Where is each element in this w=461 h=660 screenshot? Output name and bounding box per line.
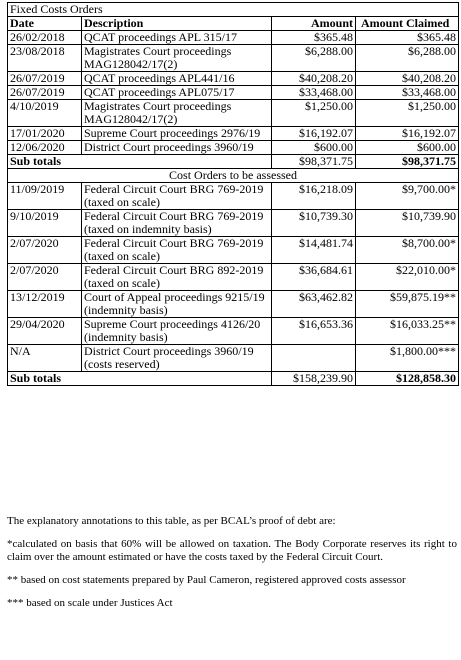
row-date: 29/04/2020 xyxy=(8,318,82,345)
row-date: 9/10/2019 xyxy=(8,210,82,237)
table-row xyxy=(8,291,459,318)
fixed-rows xyxy=(8,31,459,155)
row-date: 12/06/2020 xyxy=(8,141,82,155)
note-triple-asterisk: *** based on scale under Justices Act xyxy=(7,597,173,609)
table-row xyxy=(8,45,459,72)
row-date: 17/01/2020 xyxy=(8,127,82,141)
table-row xyxy=(8,183,459,210)
row-amount xyxy=(272,345,356,372)
table-row xyxy=(8,318,459,345)
row-date: 2/07/2020 xyxy=(8,237,82,264)
row-amount: $16,192.07 xyxy=(272,127,356,141)
row-description: Federal Circuit Court BRG 769-2019 (taxed on indemnity basis) xyxy=(82,210,272,237)
row-amount: $16,653.36 xyxy=(272,318,356,345)
row-amount-claimed: $1,800.00*** xyxy=(356,345,459,372)
row-description: Magistrates Court proceedings MAG128042/17(2) xyxy=(82,45,272,72)
row-amount-claimed: $59,875.19** xyxy=(356,291,459,318)
row-amount: $36,684.61 xyxy=(272,264,356,291)
row-amount: $6,288.00 xyxy=(272,45,356,72)
row-description: Federal Circuit Court BRG 769-2019 (taxed on scale) xyxy=(82,237,272,264)
table-row xyxy=(8,141,459,155)
row-description: Magistrates Court proceedings MAG128042/17(2) xyxy=(82,100,272,127)
table-row xyxy=(8,100,459,127)
row-amount: $365.48 xyxy=(272,31,356,45)
assessed-rows xyxy=(8,183,459,372)
row-amount-claimed: $1,250.00 xyxy=(356,100,459,127)
explanatory-notes xyxy=(7,515,457,620)
table-row xyxy=(8,86,459,100)
assessed-subtotal-amount: $158,239.90 xyxy=(272,372,356,386)
row-date: 13/12/2019 xyxy=(8,291,82,318)
row-amount: $16,218.09 xyxy=(272,183,356,210)
row-date: N/A xyxy=(8,345,82,372)
row-description: District Court proceedings 3960/19 xyxy=(82,141,272,155)
row-description: Federal Circuit Court BRG 769-2019 (taxed on scale) xyxy=(82,183,272,210)
table-row xyxy=(8,264,459,291)
row-amount: $10,739.30 xyxy=(272,210,356,237)
row-amount: $63,462.82 xyxy=(272,291,356,318)
row-amount-claimed: $365.48 xyxy=(356,31,459,45)
row-date: 26/07/2019 xyxy=(8,72,82,86)
row-amount-claimed: $600.00 xyxy=(356,141,459,155)
row-date: 26/07/2019 xyxy=(8,86,82,100)
table-row xyxy=(8,345,459,372)
fixed-section-title: Fixed Costs Orders xyxy=(8,3,459,17)
table-row xyxy=(8,72,459,86)
assessed-section-title-row xyxy=(8,169,459,183)
row-amount-claimed: $8,700.00* xyxy=(356,237,459,264)
row-amount-claimed: $16,033.25** xyxy=(356,318,459,345)
assessed-subtotal-label: Sub totals xyxy=(8,372,272,386)
header-date: Date xyxy=(8,17,82,31)
table-row xyxy=(8,127,459,141)
costs-table-wrapper xyxy=(7,2,458,386)
header-amount-claimed: Amount Claimed xyxy=(356,17,459,31)
assessed-section-title: Cost Orders to be assessed xyxy=(8,169,459,183)
fixed-subtotal-row xyxy=(8,155,459,169)
row-date: 23/08/2018 xyxy=(8,45,82,72)
costs-table xyxy=(7,2,459,386)
row-amount: $40,208.20 xyxy=(272,72,356,86)
row-description: Federal Circuit Court BRG 892-2019 (taxed on scale) xyxy=(82,264,272,291)
row-amount: $14,481.74 xyxy=(272,237,356,264)
notes-intro: The explanatory annotations to this table, as per BCAL’s proof of debt are: xyxy=(7,515,336,527)
fixed-subtotal-label: Sub totals xyxy=(8,155,272,169)
row-description: QCAT proceedings APL441/16 xyxy=(82,72,272,86)
row-amount-claimed: $16,192.07 xyxy=(356,127,459,141)
header-row xyxy=(8,17,459,31)
row-date: 4/10/2019 xyxy=(8,100,82,127)
assessed-subtotal-claimed: $128,858.30 xyxy=(356,372,459,386)
assessed-subtotal-row xyxy=(8,372,459,386)
row-date: 26/02/2018 xyxy=(8,31,82,45)
row-description: QCAT proceedings APL075/17 xyxy=(82,86,272,100)
table-row xyxy=(8,210,459,237)
row-description: Supreme Court proceedings 4126/20 (indemnity basis) xyxy=(82,318,272,345)
header-amount: Amount xyxy=(272,17,356,31)
fixed-subtotal-amount: $98,371.75 xyxy=(272,155,356,169)
row-amount-claimed: $33,468.00 xyxy=(356,86,459,100)
row-date: 2/07/2020 xyxy=(8,264,82,291)
row-amount-claimed: $40,208.20 xyxy=(356,72,459,86)
header-description: Description xyxy=(82,17,272,31)
row-amount-claimed: $9,700.00* xyxy=(356,183,459,210)
row-description: Supreme Court proceedings 2976/19 xyxy=(82,127,272,141)
table-row xyxy=(8,31,459,45)
row-amount: $600.00 xyxy=(272,141,356,155)
row-amount: $1,250.00 xyxy=(272,100,356,127)
row-date: 11/09/2019 xyxy=(8,183,82,210)
table-row xyxy=(8,237,459,264)
row-amount: $33,468.00 xyxy=(272,86,356,100)
row-description: District Court proceedings 3960/19 (costs reserved) xyxy=(82,345,272,372)
row-amount-claimed: $6,288.00 xyxy=(356,45,459,72)
row-description: QCAT proceedings APL 315/17 xyxy=(82,31,272,45)
row-amount-claimed: $10,739.90 xyxy=(356,210,459,237)
row-description: Court of Appeal proceedings 9215/19 (indemnity basis) xyxy=(82,291,272,318)
fixed-section-title-row xyxy=(8,3,459,17)
note-double-asterisk: ** based on cost statements prepared by Paul Cameron, registered approved costs assessor xyxy=(7,574,406,586)
note-single-asterisk: *calculated on basis that 60% will be allowed on taxation. The Body Corporate reserves its right to claim over the amount estimated or have the costs taxed by the Federal Circuit Court. xyxy=(7,538,457,563)
row-amount-claimed: $22,010.00* xyxy=(356,264,459,291)
fixed-subtotal-claimed: $98,371.75 xyxy=(356,155,459,169)
